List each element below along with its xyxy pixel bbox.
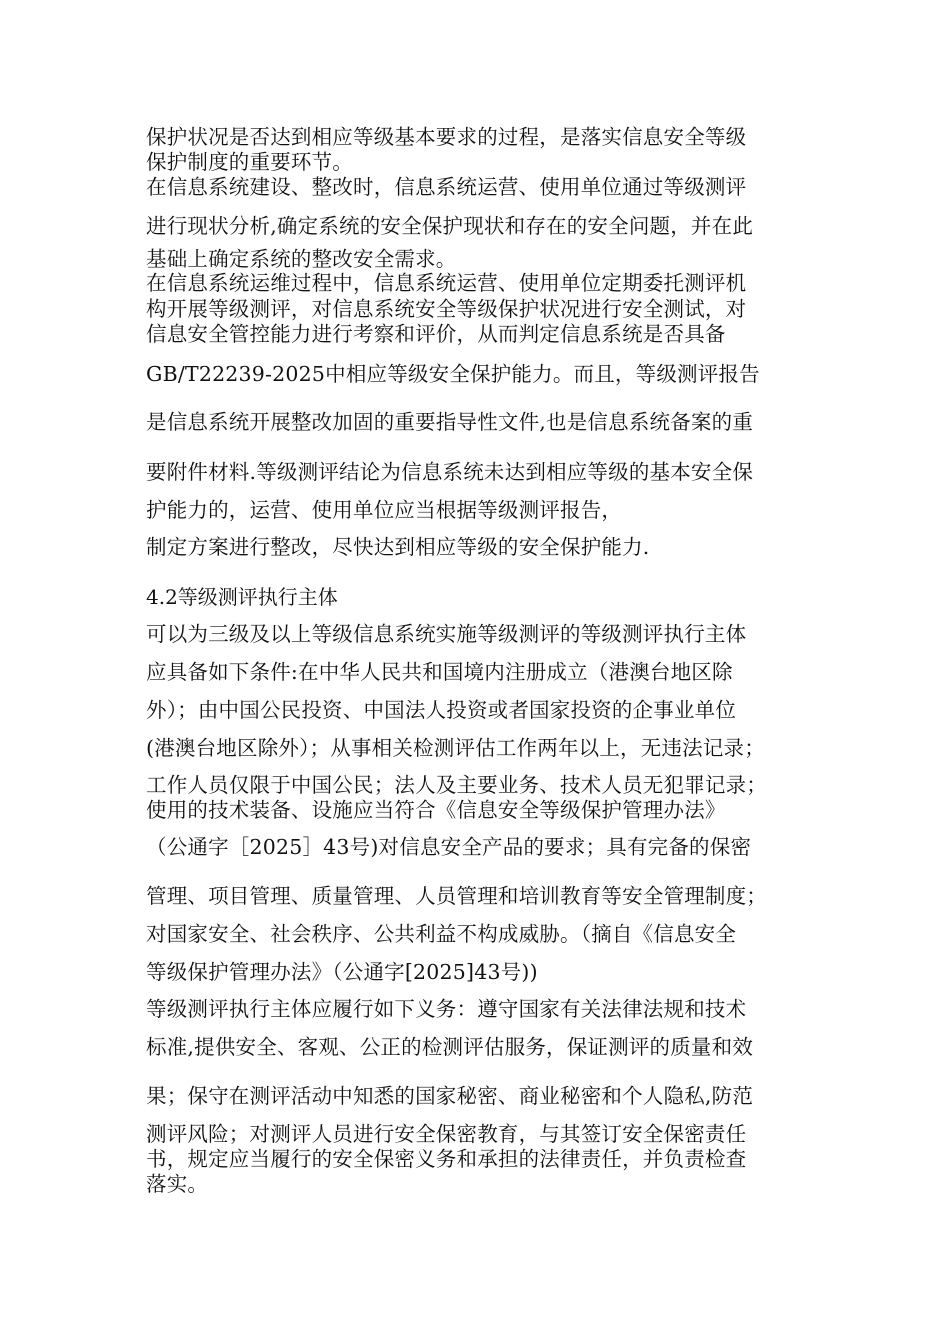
text-line: 信息安全管控能力进行考察和评价，从而判定信息系统是否具备	[146, 322, 726, 346]
text-line: 管理、项目管理、质量管理、人员管理和培训教育等安全管理制度；	[146, 884, 767, 908]
text-line: 外）；由中国公民投资、中国法人投资或者国家投资的企事业单位	[146, 698, 737, 722]
text-line: （公通字［2025］43号)对信息安全产品的要求；具有完备的保密	[146, 835, 752, 859]
text-line: 书，规定应当履行的安全保密义务和承担的法律责任，并负责检查	[146, 1147, 747, 1171]
text-line: 应具备如下条件:在中华人民共和国境内注册成立（港澳台地区除	[146, 660, 733, 684]
text-line: 可以为三级及以上等级信息系统实施等级测评的等级测评执行主体	[146, 622, 747, 646]
text-line: 基础上确定系统的整改安全需求。	[146, 247, 457, 271]
text-line: 保护制度的重要环节。	[146, 150, 353, 174]
text-line: 保护状况是否达到相应等级基本要求的过程，是落实信息安全等级	[146, 125, 747, 149]
text-line: 护能力的，运营、使用单位应当根据等级测评报告，	[146, 498, 623, 522]
text-line: 要附件材料.等级测评结论为信息系统未达到相应等级的基本安全保	[146, 460, 754, 484]
section-heading: 4.2等级测评执行主体	[146, 585, 338, 609]
text-line: 工作人员仅限于中国公民；法人及主要业务、技术人员无犯罪记录；	[146, 773, 767, 797]
text-line: 果；保守在测评活动中知悉的国家秘密、商业秘密和个人隐私,防范	[146, 1084, 754, 1108]
text-line: 进行现状分析,确定系统的安全保护现状和存在的安全问题，并在此	[146, 214, 754, 238]
text-line: 在信息系统运维过程中，信息系统运营、使用单位定期委托测评机	[146, 271, 747, 295]
text-line: 等级测评执行主体应履行如下义务：遵守国家有关法律法规和技术	[146, 997, 747, 1021]
text-line: 测评风险；对测评人员进行安全保密教育，与其签订安全保密责任	[146, 1122, 747, 1146]
text-line: 标准,提供安全、客观、公正的检测评估服务，保证测评的质量和效	[146, 1035, 754, 1059]
text-line: 等级保护管理办法》（公通字[2025]43号))	[146, 960, 538, 984]
text-line: 制定方案进行整改，尽快达到相应等级的安全保护能力.	[146, 535, 650, 559]
text-line: GB/T22239-2025中相应等级安全保护能力。而且，等级测评报告	[146, 362, 760, 386]
text-line: 在信息系统建设、整改时，信息系统运营、使用单位通过等级测评	[146, 175, 747, 199]
text-line: 落实。	[146, 1172, 209, 1196]
text-line: 是信息系统开展整改加固的重要指导性文件,也是信息系统备案的重	[146, 410, 754, 434]
text-line: (港澳台地区除外）；从事相关检测评估工作两年以上，无违法记录；	[146, 736, 765, 760]
text-line: 使用的技术装备、设施应当符合《信息安全等级保护管理办法》	[146, 798, 726, 822]
text-line: 构开展等级测评，对信息系统安全等级保护状况进行安全测试，对	[146, 297, 747, 321]
text-line: 对国家安全、社会秩序、公共利益不构成威胁。（摘自《信息安全	[146, 922, 737, 946]
